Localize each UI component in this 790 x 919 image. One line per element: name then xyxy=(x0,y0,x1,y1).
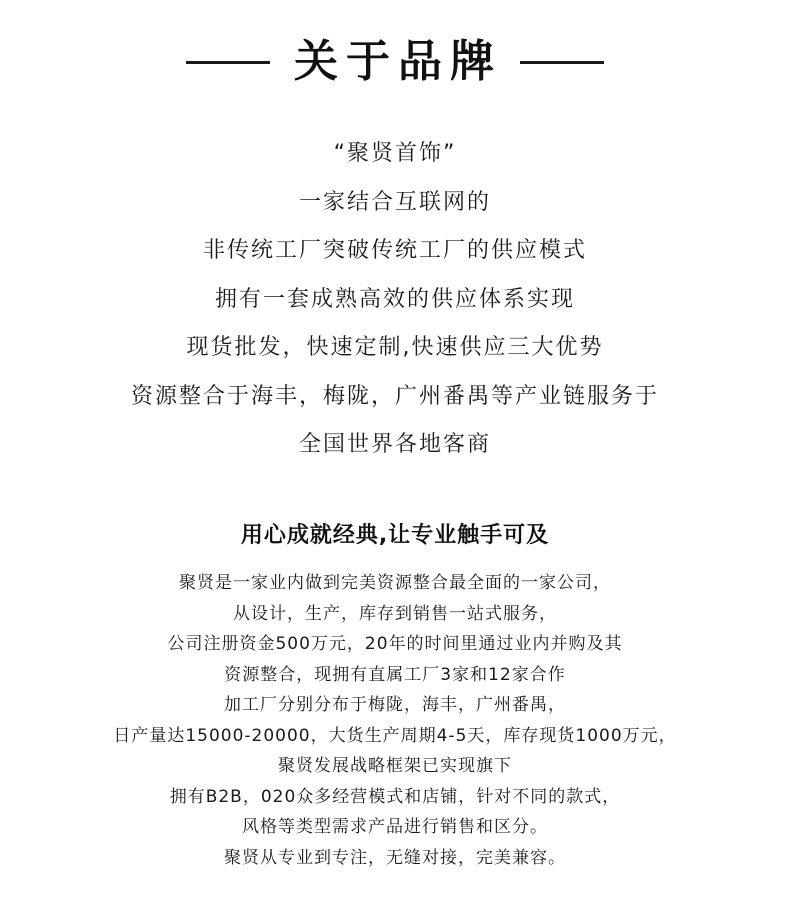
intro-line: 资源整合于海丰，梅陇，广州番禺等产业链服务于 xyxy=(130,383,659,409)
intro-line: 非传统工厂突破传统工厂的供应模式 xyxy=(202,238,587,263)
body-line: 聚贤是一家业内做到完美资源整合最全面的一家公司， xyxy=(179,573,611,593)
body-line: 加工厂分别分布于梅陇，海丰，广州番禺， xyxy=(224,695,566,715)
body-line: 聚贤从专业到专注，无缝对接，完美兼容。 xyxy=(224,847,566,868)
intro-line: “聚贤首饰” xyxy=(333,141,457,166)
body-line: 聚贤发展战略框架已实现旗下 xyxy=(278,756,512,776)
intro-block xyxy=(0,130,790,470)
body-line: 日产量达15000-20000，大货生产周期4-5天，库存现货1000万元， xyxy=(113,725,677,746)
title-row xyxy=(0,30,790,94)
body-line: 从设计，生产，库存到销售一站式服务， xyxy=(233,603,557,624)
intro-line: 拥有一套成熟高效的供应体系实现 xyxy=(214,286,575,312)
intro-line: 全国世界各地客商 xyxy=(298,432,491,457)
body-line: 拥有B2B，020众多经营模式和店铺，针对不同的款式， xyxy=(169,786,621,807)
body-line: 风格等类型需求产品进行销售和区分。 xyxy=(242,817,548,837)
intro-line: 一家结合互联网的 xyxy=(298,189,491,215)
title-right-rule xyxy=(520,61,604,64)
page-title: 关于品牌 xyxy=(294,36,502,87)
title-left-rule xyxy=(186,61,270,64)
section-body xyxy=(0,568,790,873)
body-line: 公司注册资金500万元，20年的时间里通过业内并购及其 xyxy=(167,634,623,654)
section-heading: 用心成就经典,让专业触手可及 xyxy=(240,523,550,548)
intro-line: 现货批发，快速定制,快速供应三大优势 xyxy=(186,335,604,360)
body-line: 资源整合，现拥有直属工厂3家和12家合作 xyxy=(224,664,566,685)
